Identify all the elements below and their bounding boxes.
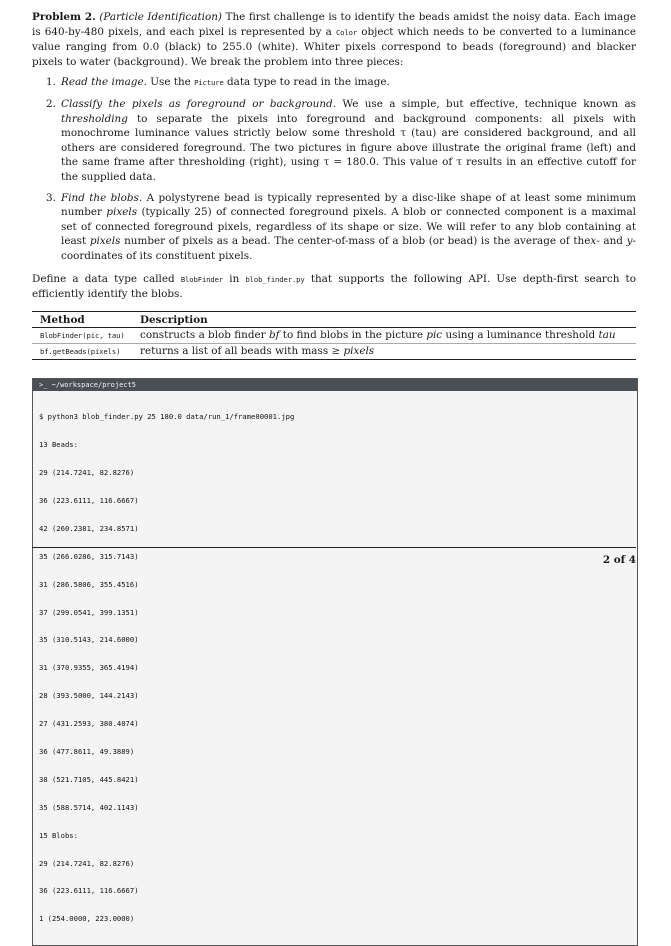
- terminal-line: 37 (299.0541, 399.1351): [39, 607, 139, 617]
- step-text: Use the: [150, 76, 191, 89]
- api-intro-text: Define a data type called: [32, 272, 175, 285]
- method-column-header: Method: [32, 311, 132, 327]
- terminal-line: 35 (266.0286, 315.7143): [39, 551, 139, 561]
- step-text: number of pixels as a bead. The center-of-mass of a blob (or bead) is the average of the: [124, 235, 591, 248]
- description-var: pixels: [343, 344, 375, 357]
- terminal-window: [32, 378, 638, 946]
- step-text: to separate the pixels into foreground and background components: all pixels with monochrome luminance values strictly below some threshold τ (tau) are considered background, and all others are considered foreground. The two pictures in figure above illustrate the original frame (left) and the same frame after thresholding (right), using τ = 180.0. This value of τ results in an effective cutoff for the supplied data.: [61, 112, 636, 183]
- color-code: Color: [335, 27, 358, 37]
- description-text: to find blobs in the picture: [282, 328, 424, 341]
- description-text: using a luminance threshold: [445, 328, 596, 341]
- y-variable: y: [626, 235, 633, 248]
- step-lead: Read the image.: [61, 76, 147, 89]
- terminal-output: [33, 391, 637, 946]
- terminal-line: 13 Beads:: [39, 440, 78, 450]
- terminal-line: 36 (223.6111, 116.6667): [39, 886, 139, 896]
- method-signature: bf.getBeads(pixels): [40, 346, 121, 356]
- api-table: [32, 311, 636, 360]
- class-name-code: BlobFinder: [180, 274, 224, 284]
- api-intro: [32, 272, 636, 302]
- terminal-line: 42 (260.2381, 234.8571): [39, 523, 139, 533]
- table-row: [32, 343, 636, 359]
- description-cell: [132, 343, 636, 359]
- description-text: returns a list of all beads with mass ≥: [140, 344, 341, 357]
- problem-intro-text-1: The first challenge is to identify the beads amidst the noisy data. Each image is 640-by-480 pixels, and each pixel is represented by a: [32, 11, 636, 38]
- step-item: [32, 191, 636, 264]
- step-item: [32, 97, 636, 185]
- method-cell: [32, 343, 132, 359]
- problem-intro-text-2: object which needs to be converted to a luminance value ranging from 0.0 (black) to 255.0 (white). Whiter pixels correspond to beads (foreground) and blacker pixels to water (background). We break the problem into three pieces:: [32, 25, 636, 68]
- problem-label: Problem 2.: [32, 11, 96, 23]
- terminal-line: 1 (254.0000, 223.0000): [39, 914, 135, 924]
- thresholding-term: thresholding: [61, 112, 128, 125]
- file-name-code: blob_finder.py: [245, 274, 305, 284]
- step-text: data type to read in the image.: [227, 76, 390, 89]
- step-text: - and: [596, 235, 623, 248]
- step-number: 3.: [46, 191, 56, 204]
- step-number: 1.: [46, 76, 56, 89]
- problem-intro: [32, 10, 636, 69]
- footer-rule: [32, 547, 636, 548]
- method-signature: BlobFinder(pic, tau): [40, 330, 125, 340]
- terminal-line: 35 (310.5143, 214.6000): [39, 635, 139, 645]
- document-page: [32, 10, 636, 946]
- step-lead: Find the blobs.: [61, 191, 143, 204]
- terminal-line: 31 (370.9355, 365.4194): [39, 663, 139, 673]
- step-lead: Classify the pixels as foreground or background.: [61, 97, 336, 110]
- terminal-line: 36 (223.6111, 116.6667): [39, 495, 139, 505]
- step-number: 2.: [46, 97, 56, 110]
- terminal-line: 15 Blobs:: [39, 830, 78, 840]
- steps-list: [32, 75, 636, 263]
- api-table-header: [32, 311, 636, 327]
- description-text: constructs a blob finder: [140, 328, 266, 341]
- picture-code: Picture: [194, 78, 224, 88]
- description-var: tau: [598, 328, 616, 341]
- description-column-header: Description: [132, 311, 636, 327]
- table-row: [32, 327, 636, 343]
- step-text: -coordinates of its constituent pixels.: [61, 235, 636, 262]
- step-text: A polystyrene bead is typically represented by a disc-like shape of at least some minimum number: [61, 191, 637, 219]
- step-text: We use a simple, but effective, technique known as: [342, 97, 636, 110]
- pixels-term: pixels: [89, 235, 121, 248]
- x-variable: x: [590, 235, 597, 248]
- terminal-line: 29 (214.7241, 82.8276): [39, 858, 135, 868]
- description-var: bf: [268, 328, 280, 341]
- pixels-term: pixels: [106, 206, 138, 219]
- terminal-line: 35 (588.5714, 402.1143): [39, 802, 139, 812]
- terminal-line: 31 (286.5806, 355.4516): [39, 579, 139, 589]
- terminal-title-bar: >_ ~/workspace/project5: [33, 379, 637, 391]
- method-cell: [32, 327, 132, 343]
- step-text: (typically 25) of connected foreground pixels. A blob or connected component is a maximal set of connected foreground pixels, regardless of its shape or size. We will refer to any blob containing at least: [61, 206, 636, 248]
- step-item: [32, 75, 636, 91]
- terminal-line: 29 (214.7241, 82.8276): [39, 468, 135, 478]
- problem-subtitle: (Particle Identification): [99, 11, 222, 23]
- description-var: pic: [426, 328, 443, 341]
- api-intro-text: in: [229, 272, 240, 285]
- terminal-line: 27 (431.2593, 380.4074): [39, 719, 139, 729]
- terminal-line: $ python3 blob_finder.py 25 180.0 data/run_1/frame00001.jpg: [39, 412, 295, 422]
- terminal-line: 28 (393.5000, 144.2143): [39, 691, 139, 701]
- page-number: 2 of 4: [602, 554, 636, 566]
- terminal-line: 36 (477.8611, 49.3889): [39, 746, 135, 756]
- description-cell: [132, 327, 636, 343]
- api-intro-text: that supports the following API. Use depth-first search to efficiently identify the blobs.: [32, 272, 636, 301]
- terminal-line: 38 (521.7105, 445.8421): [39, 774, 139, 784]
